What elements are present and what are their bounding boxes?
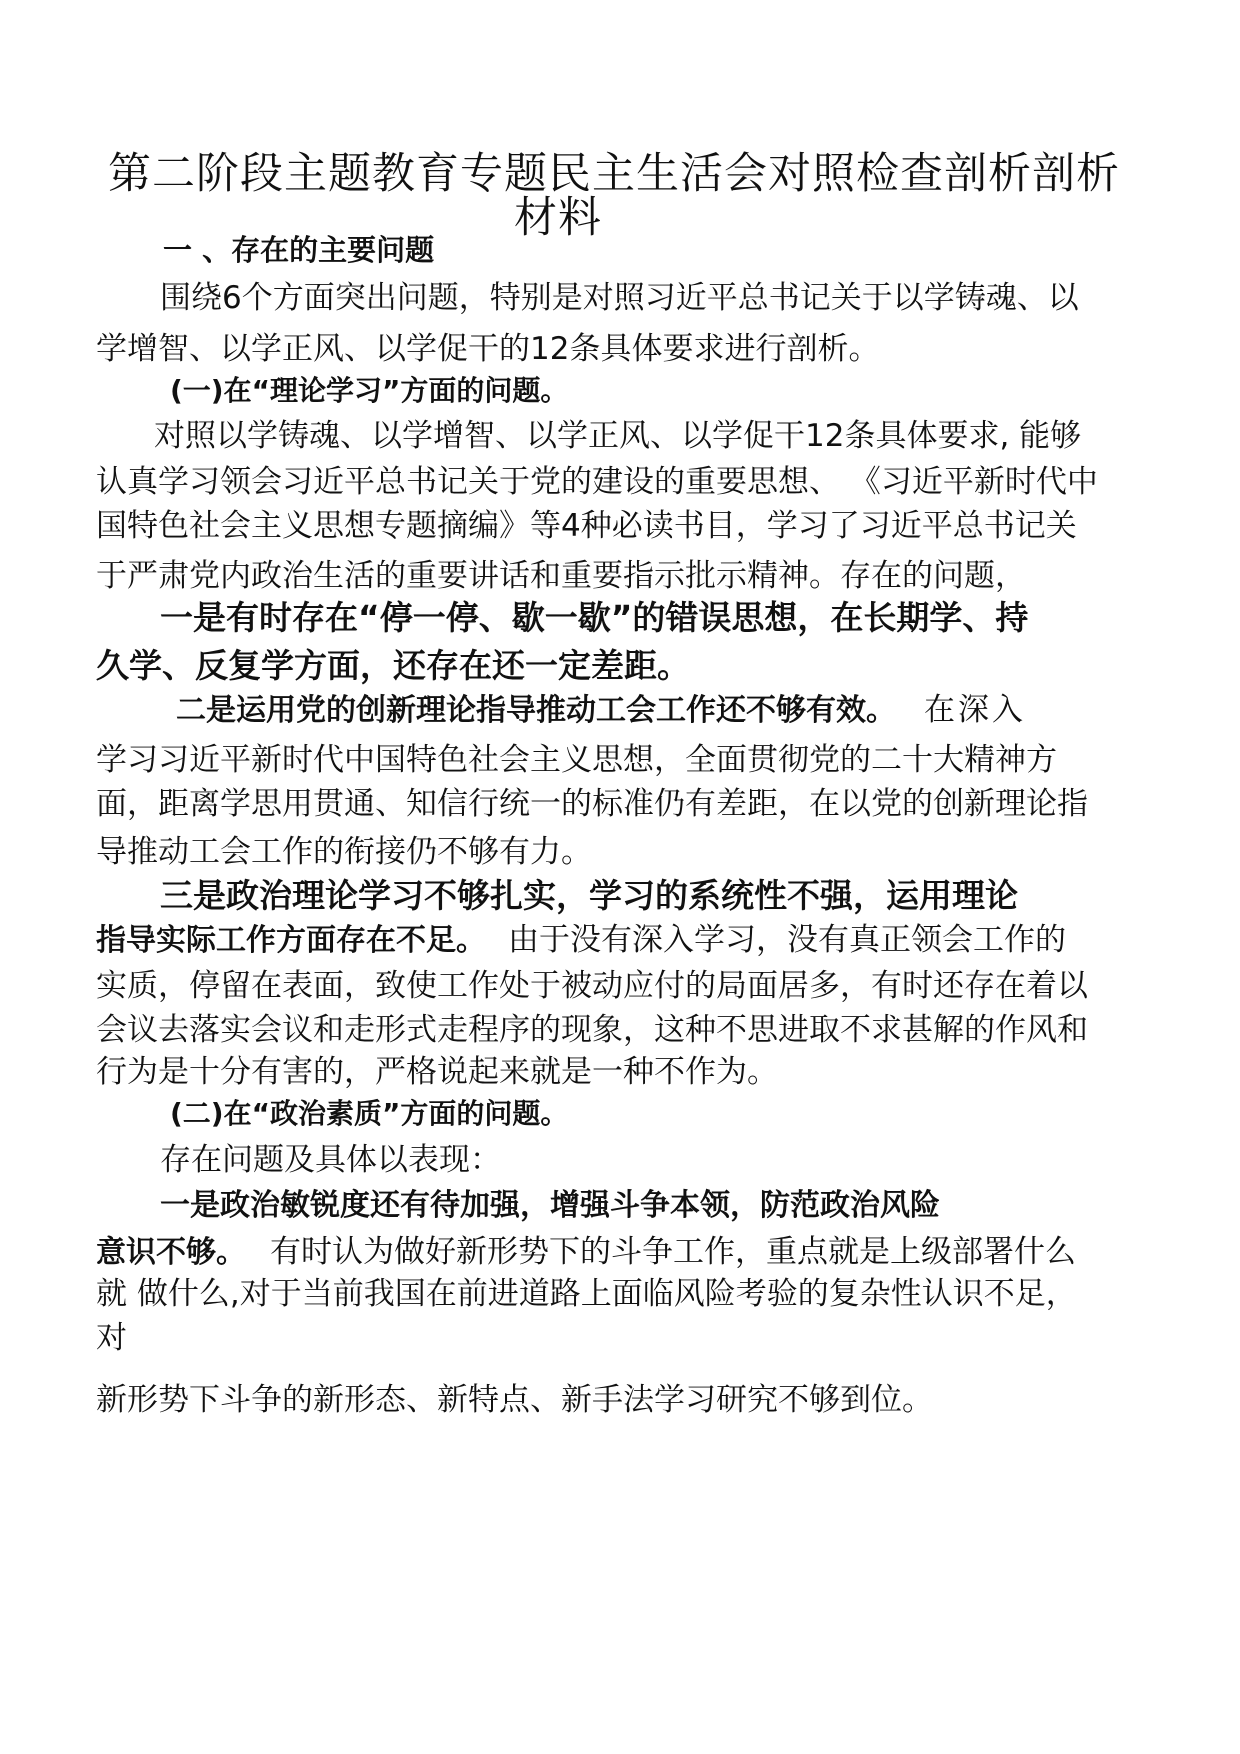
paragraph-line: 面，距离学思用贯通、知信行统一的标准仍有差距，在以党的创新理论指 (96, 786, 1088, 822)
paragraph-line: 对照以学铸魂、以学增智、以学正风、以学促干12条具体要求, 能够 (154, 418, 1082, 454)
paragraph-line: 实质，停留在表面，致使工作处于被动应付的局面居多，有时还存在着以 (96, 968, 1088, 1004)
point-three-line-2 (96, 914, 1066, 959)
paragraph-line: 认真学习领会习近平总书记关于党的建设的重要思想、 《习近平新时代中 (96, 464, 1098, 500)
point-three-heading: 三是政治理论学习不够扎实，学习的系统性不强，运用理论 (160, 876, 1018, 915)
paragraph-line: 导推动工会工作的衔接仍不够有力。 (96, 834, 592, 870)
point-one-heading-cont: 久学、反复学方面，还存在还一定差距。 (96, 646, 690, 685)
document-title-line1: 第二阶段主题教育专题民主生活会对照检查剖析剖析 (108, 149, 1120, 199)
point-four-line-2 (96, 1226, 1076, 1271)
document-title-line2: 材料 (514, 193, 602, 243)
intro-line-2: 学增智、以学正风、以学促干的12条具体要求进行剖析。 (96, 331, 880, 367)
paragraph-line: 学习习近平新时代中国特色社会主义思想，全面贯彻党的二十大精神方 (96, 742, 1057, 778)
point-four-heading-cont: 意识不够。 (96, 1235, 246, 1270)
point-one-heading: 一是有时存在“停一停、歇一歇”的错误思想，在长期学、持 (160, 598, 1029, 637)
point-two-heading: 二是运用党的创新理论指导推动工会工作还不够有效。 (176, 693, 896, 728)
paragraph-line: 行为是十分有害的，严格说起来就是一种不作为。 (96, 1054, 778, 1090)
paragraph-line: 新形势下斗争的新形态、新特点、新手法学习研究不够到位。 (96, 1382, 933, 1418)
section-heading-main-problems: 一 、存在的主要问题 (163, 233, 435, 267)
point-four-text: 有时认为做好新形势下的斗争工作，重点就是上级部署什么 (270, 1234, 1076, 1270)
paragraph-line: 国特色社会主义思想专题摘编》等4种必读书目，学习了习近平总书记关 (96, 508, 1077, 544)
paragraph-line: 就 做什么,对于当前我国在前进道路上面临风险考验的复杂性认识不足， (96, 1276, 1077, 1312)
point-two-text: 在深入 (924, 692, 1026, 728)
paragraph-line: 于严肃党内政治生活的重要讲话和重要指示批示精神。存在的问题， (96, 558, 1026, 594)
paragraph-line: 对 (96, 1320, 127, 1356)
intro-line-1: 围绕6个方面突出问题，特别是对照习近平总书记关于以学铸魂、以 (160, 280, 1079, 316)
point-two-line-1 (176, 684, 1026, 729)
point-three-heading-cont: 指导实际工作方面存在不足。 (96, 923, 486, 958)
paragraph-line: 会议去落实会议和走形式走程序的现象，这种不思进取不求甚解的作风和 (96, 1012, 1088, 1048)
point-three-text: 由于没有深入学习，没有真正领会工作的 (508, 922, 1066, 958)
point-four-heading: 一是政治敏锐度还有待加强，增强斗争本领，防范政治风险 (160, 1188, 940, 1223)
subsection-heading-theory-study: (一)在“理论学习”方面的问题。 (170, 374, 569, 407)
paragraph-line: 存在问题及具体以表现： (160, 1142, 501, 1178)
subsection-heading-political-quality: (二)在“政治素质”方面的问题。 (170, 1097, 569, 1130)
